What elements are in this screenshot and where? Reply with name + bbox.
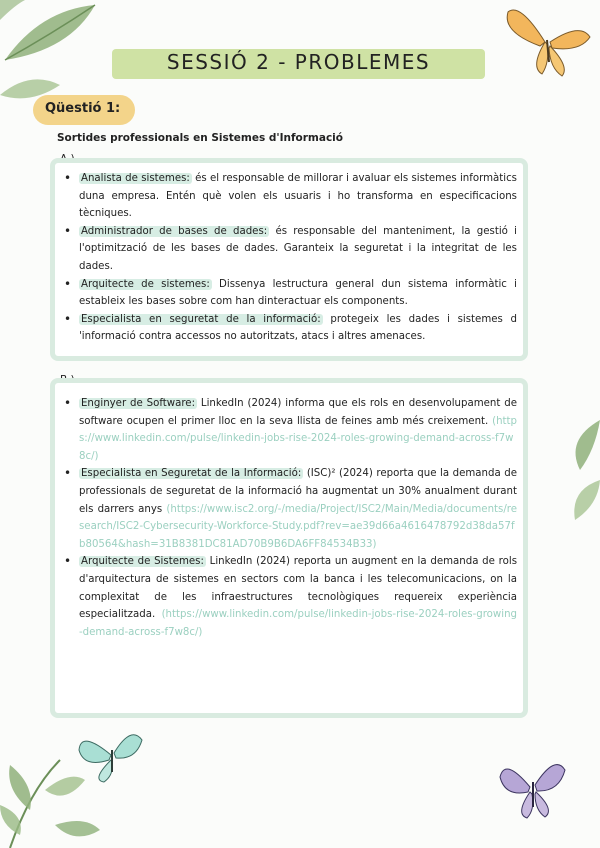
leaf-decoration-right (560, 410, 600, 530)
leaf-decoration-bottom-left (0, 730, 110, 848)
list-item (79, 170, 517, 223)
section-a-list (79, 170, 517, 346)
list-item (79, 311, 517, 346)
item-term: Analista de sistemes: (81, 173, 190, 184)
list-item (79, 395, 517, 465)
item-term: Administrador de bases de dades: (81, 225, 268, 237)
item-text: (ISC)² (2024) reporta que la demanda de professionals de seguretat de la informació ha augmentat un 30% anualment durant els darrers anys (79, 468, 517, 515)
item-text: protegeix les dades i sistemes d 'informació contra accessos no autoritzats, atacs i altres amenaces. (79, 313, 517, 343)
list-item (79, 276, 517, 311)
item-term: Enginyer de Software: (81, 398, 196, 409)
item-term: Arquitecte de sistemes: (81, 278, 210, 290)
question-label: Qüestió 1: (45, 101, 121, 116)
reference-link[interactable]: (https://www.linkedin.com/pulse/linkedin-jobs-rise-2024-roles-growing-demand-across-f7w8c/) (79, 415, 517, 462)
section-subtitle: Sortides professionals en Sistemes d'Informació (57, 132, 343, 144)
list-item (79, 465, 517, 553)
item-text: és el responsable de millorar i avaluar els sistemes informàtics duna empresa. Entén què volen els usuaris i ho transforma en especificacions tècniques. (79, 173, 517, 220)
leaf-decoration-top-left (0, 0, 110, 110)
page-title: SESSIÓ 2 - PROBLEMES (166, 50, 431, 74)
butterfly-orange-icon (500, 2, 595, 82)
reference-link[interactable]: (https://www.isc2.org/-/media/Project/ISC2/Main/Media/documents/research/ISC2-Cybersecurity-Workforce-Study.pdf?rev=ae39d66a4616478792d38da57fb80564&hash=31B8381DC81AD70B9B6DA6FF84534B33) (79, 503, 517, 550)
item-text: LinkedIn (2024) reporta un augment en la demanda de rols d'arquitectura de sistemes en sectors com la banca i les telecomunicacions, on la complexitat de les infraestructures tecnològiques requereix experiència especialitzada. (79, 556, 518, 621)
butterfly-teal-icon (76, 720, 146, 785)
item-term: Arquitecte de Sistemes: (81, 556, 204, 568)
item-term: Especialista en seguretat de la informació: (81, 313, 321, 325)
list-item (79, 553, 517, 641)
item-term: Especialista en Seguretat de la Informació: (81, 468, 302, 480)
item-text: és responsable del manteniment, la gestió i l'optimització de les bases de dades. Garanteix la seguretat i la integritat de les dades. (79, 225, 517, 272)
section-b-list (79, 395, 517, 641)
butterfly-purple-icon (495, 752, 570, 822)
item-text: Dissenya lestructura general dun sistema informàtic i estableix les bases sobre com han dinteractuar els components. (79, 278, 517, 308)
reference-link[interactable]: (https://www.linkedin.com/pulse/linkedin-jobs-rise-2024-roles-growing-demand-across-f7w8c/) (79, 609, 517, 638)
list-item (79, 223, 517, 276)
item-text: LinkedIn (2024) informa que els rols en desenvolupament de software ocupen el primer lloc en la seva llista de feines amb més creixement. (79, 398, 518, 427)
